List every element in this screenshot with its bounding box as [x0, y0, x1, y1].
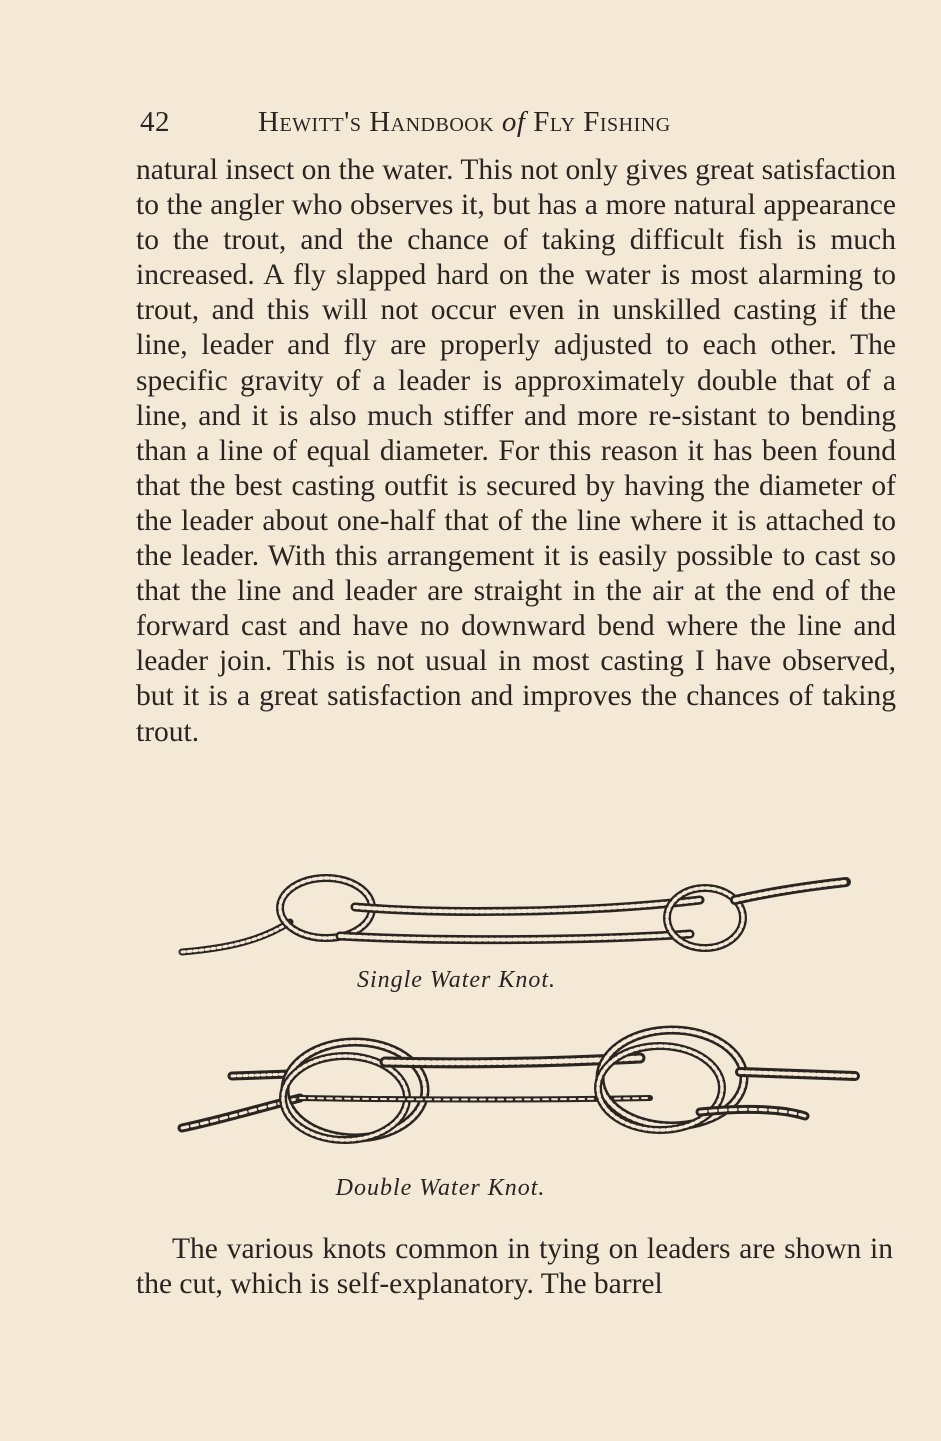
double-water-knot-illustration — [0, 1020, 941, 1170]
single-water-knot-illustration — [0, 860, 941, 970]
paragraph: The various knots common in tying on leaders are shown in the cut, which is self-explanatory. The barrel — [136, 1233, 893, 1301]
title-of: of — [501, 106, 526, 138]
running-header — [140, 106, 900, 142]
single-water-knot-figure — [0, 860, 941, 970]
title-main: Hewitt's Handbook — [258, 106, 495, 138]
body-text — [136, 153, 896, 750]
figure-caption-single: Single Water Knot. — [356, 967, 557, 993]
title-end: Fly Fishing — [533, 106, 671, 138]
page-number: 42 — [140, 106, 170, 138]
closing-text — [136, 1232, 893, 1302]
figure-caption-double: Double Water Knot. — [335, 1175, 546, 1201]
double-water-knot-figure — [0, 1020, 941, 1170]
paragraph: natural insect on the water. This not only gives great satisfaction to the angler who observes it, but has a more natural appearance to the trout, and the chance of taking difficult fish is much increased. A fly slapped hard on the water is most alarming to trout, and this will not occur even in unskilled casting if the line, leader and fly are properly adjusted to each other. The specific gravity of a leader is approximately double that of a line, and it is also much stiffer and more re-sistant to bending than a line of equal diameter. For this reason it has been found that the best casting outfit is secured by having the diameter of the leader about one-half that of the line where it is attached to the leader. With this arrangement it is easily possible to cast so that the line and leader are straight in the air at the end of the forward cast and have no downward bend where the line and leader join. This is not usual in most casting I have observed, but it is a great satisfaction and improves the chances of taking trout. — [136, 154, 896, 748]
running-title — [258, 106, 671, 139]
